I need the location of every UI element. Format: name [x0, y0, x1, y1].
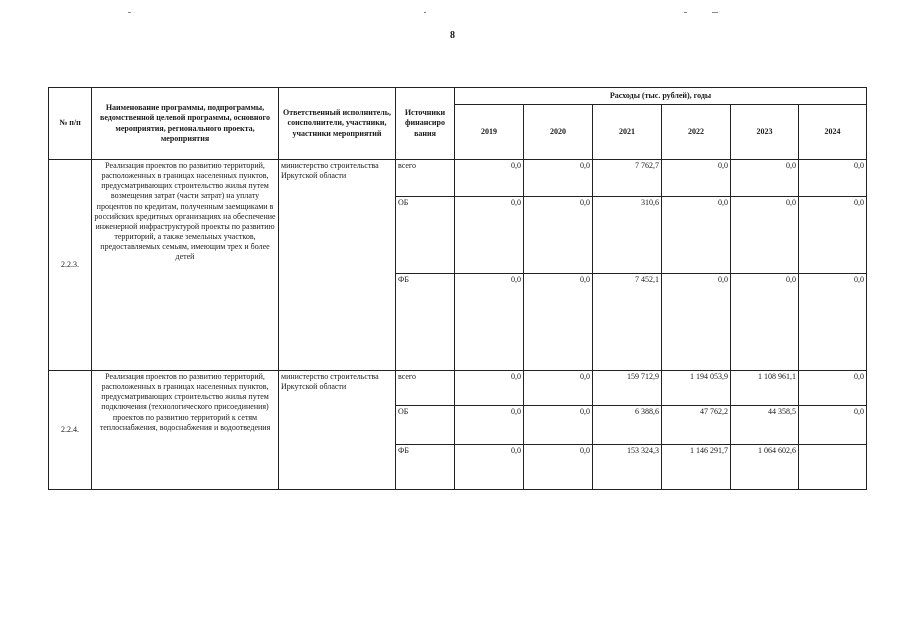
- header-num: № п/п: [49, 88, 92, 160]
- header-year: 2022: [662, 105, 731, 160]
- value-cell: 0,0: [731, 274, 799, 371]
- value-cell: 0,0: [524, 274, 593, 371]
- row-code: 2.2.3.: [49, 160, 92, 371]
- scan-artifacts: [0, 12, 905, 18]
- value-cell: 0,0: [455, 160, 524, 197]
- value-cell: 1 064 602,6: [731, 445, 799, 490]
- value-cell: 44 358,5: [731, 406, 799, 445]
- header-responsible: Ответственный исполнитель, соисполнители, участники, участники мероприятий: [279, 88, 396, 160]
- source-label: ФБ: [396, 274, 455, 371]
- source-label: ОБ: [396, 406, 455, 445]
- value-cell: 310,6: [593, 197, 662, 274]
- header-year: 2021: [593, 105, 662, 160]
- value-cell: 153 324,3: [593, 445, 662, 490]
- value-cell: 0,0: [524, 197, 593, 274]
- value-cell: [799, 445, 867, 490]
- value-cell: 0,0: [799, 371, 867, 406]
- header-expenses: Расходы (тыс. рублей), годы: [455, 88, 867, 105]
- row-responsible: министерство строительства Иркутской области: [279, 160, 396, 371]
- row-name: Реализация проектов по развитию территорий, расположенных в границах населенных пунктов, предусматривающих строительство жилья путем подключения (технологического присоединения) проектов по развитию территорий к сетям теплоснабжения, водоснабжения и водоотведения: [92, 371, 279, 490]
- source-label: ОБ: [396, 197, 455, 274]
- value-cell: 0,0: [731, 197, 799, 274]
- table-row: [49, 371, 867, 406]
- value-cell: 0,0: [455, 371, 524, 406]
- header-year: 2020: [524, 105, 593, 160]
- value-cell: 0,0: [524, 406, 593, 445]
- value-cell: 0,0: [524, 160, 593, 197]
- value-cell: 1 146 291,7: [662, 445, 731, 490]
- value-cell: 0,0: [799, 160, 867, 197]
- page-number: 8: [450, 30, 455, 41]
- source-label: всего: [396, 160, 455, 197]
- table-row: [49, 160, 867, 197]
- value-cell: 0,0: [455, 197, 524, 274]
- budget-table: [48, 87, 867, 490]
- value-cell: 0,0: [662, 274, 731, 371]
- source-label: всего: [396, 371, 455, 406]
- header-row: [49, 88, 867, 105]
- value-cell: 0,0: [455, 274, 524, 371]
- value-cell: 0,0: [455, 406, 524, 445]
- value-cell: 0,0: [662, 197, 731, 274]
- value-cell: 7 762,7: [593, 160, 662, 197]
- value-cell: 1 194 053,9: [662, 371, 731, 406]
- header-year: 2023: [731, 105, 799, 160]
- value-cell: 0,0: [799, 406, 867, 445]
- row-name: Реализация проектов по развитию территорий, расположенных в границах населенных пунктов, предусматривающих строительство жилья путем возмещения затрат (части затрат) на уплату процентов по кредитам, полученным заемщиками в российских кредитных организациях на обеспечение инженерной инфраструктурой проекты по развитию территорий, а также земельных участков, предоставляемых семьям, имеющим трех и более детей: [92, 160, 279, 371]
- value-cell: 0,0: [455, 445, 524, 490]
- value-cell: 7 452,1: [593, 274, 662, 371]
- value-cell: 1 108 961,1: [731, 371, 799, 406]
- source-label: ФБ: [396, 445, 455, 490]
- header-year: 2024: [799, 105, 867, 160]
- value-cell: 0,0: [731, 160, 799, 197]
- value-cell: 0,0: [799, 274, 867, 371]
- value-cell: 0,0: [799, 197, 867, 274]
- value-cell: 0,0: [662, 160, 731, 197]
- header-name: Наименование программы, подпрограммы, ведомственной целевой программы, основного мероприятия, регионального проекта, мероприятия: [92, 88, 279, 160]
- value-cell: 0,0: [524, 371, 593, 406]
- value-cell: 47 762,2: [662, 406, 731, 445]
- value-cell: 0,0: [524, 445, 593, 490]
- value-cell: 159 712,9: [593, 371, 662, 406]
- header-year: 2019: [455, 105, 524, 160]
- row-code: 2.2.4.: [49, 371, 92, 490]
- row-responsible: министерство строительства Иркутской области: [279, 371, 396, 490]
- value-cell: 6 388,6: [593, 406, 662, 445]
- header-sources: Источники финансиро вания: [396, 88, 455, 160]
